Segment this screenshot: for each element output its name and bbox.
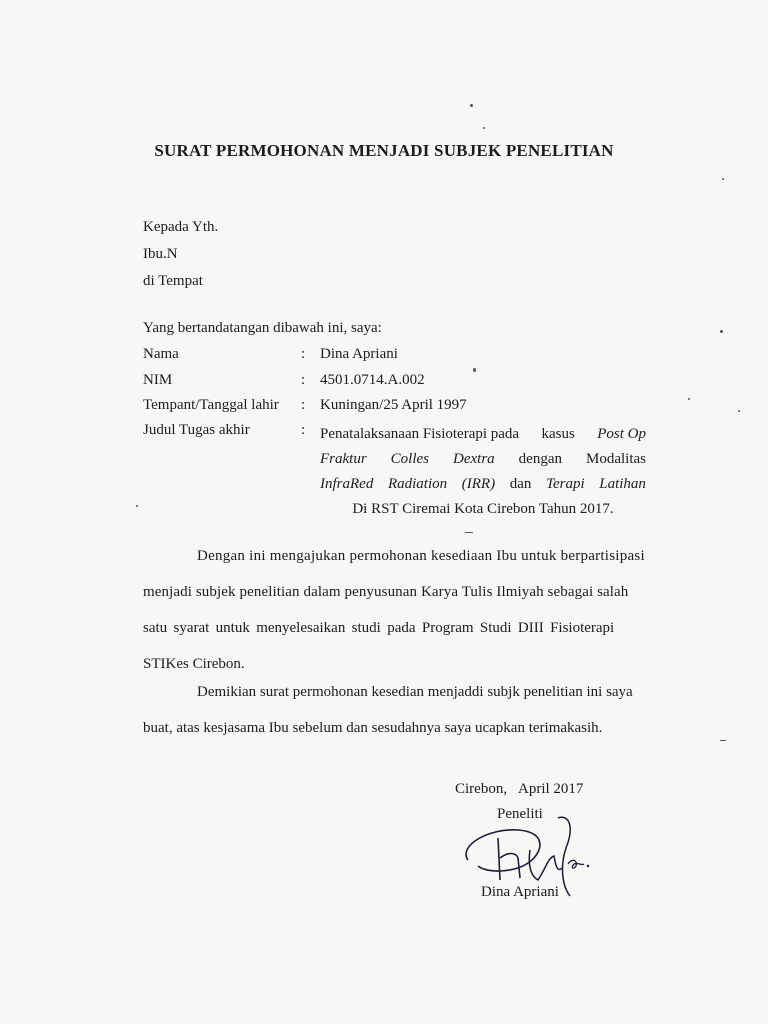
field-value-judul bbox=[320, 422, 646, 522]
paragraph-line bbox=[143, 674, 646, 710]
recipient-line-3: di Tempat bbox=[143, 273, 203, 289]
paragraph-line-text: STIKes Cirebon. bbox=[143, 656, 245, 672]
judul-word: Modalitas bbox=[586, 451, 646, 467]
field-colon: : bbox=[301, 422, 306, 438]
paragraph-2 bbox=[143, 674, 646, 746]
letter-title: SURAT PERMOHONAN MENJADI SUBJEK PENELITIAN bbox=[154, 141, 614, 160]
paragraph-line-text: Dengan ini mengajukan permohonan kesediaan Ibu untuk berpartisipasi bbox=[197, 548, 645, 564]
handwritten-signature bbox=[458, 808, 593, 898]
field-colon: : bbox=[301, 397, 306, 413]
judul-word: Post Op bbox=[597, 426, 646, 442]
field-label-nim: NIM bbox=[143, 372, 173, 388]
field-colon: : bbox=[301, 372, 306, 388]
judul-word: Dextra bbox=[453, 451, 495, 467]
paragraph-line bbox=[143, 538, 646, 574]
judul-word: Colles bbox=[390, 451, 430, 467]
scan-speck bbox=[722, 178, 724, 180]
recipient-line-2: Ibu.N bbox=[143, 246, 178, 262]
paragraph-line-text: menjadi subjek penelitian dalam penyusunan Karya Tulis Ilmiyah sebagai salah bbox=[143, 584, 629, 600]
closing-role: Peneliti bbox=[497, 806, 543, 822]
judul-word: Radiation bbox=[387, 476, 448, 492]
field-label-judul: Judul Tugas akhir bbox=[143, 422, 250, 438]
paragraph-line bbox=[143, 710, 646, 746]
judul-word: dengan bbox=[518, 451, 562, 467]
field-label-ttl: Tempant/Tanggal lahir bbox=[143, 397, 279, 413]
field-label-nama: Nama bbox=[143, 346, 179, 362]
scan-speck bbox=[136, 505, 138, 507]
scan-speck bbox=[470, 104, 473, 107]
scan-speck bbox=[688, 398, 690, 400]
judul-word: Fraktur bbox=[320, 451, 367, 467]
paragraph-line bbox=[143, 610, 646, 646]
field-value-nama: Dina Apriani bbox=[320, 346, 398, 362]
scan-speck bbox=[465, 532, 473, 533]
paragraph-line-text: Demikian surat permohonan kesedian menjaddi subjk penelitian ini saya bbox=[197, 684, 633, 700]
judul-word: Latihan bbox=[599, 476, 646, 492]
scan-speck bbox=[720, 740, 726, 741]
paragraph-line-text: buat, atas kesjasama Ibu sebelum dan sesudahnya saya ucapkan terimakasih. bbox=[143, 720, 603, 736]
scan-speck bbox=[738, 410, 740, 412]
scan-speck bbox=[473, 368, 476, 372]
closing-name: Dina Apriani bbox=[481, 884, 559, 900]
closing-date: April 2017 bbox=[518, 781, 584, 797]
judul-word: Penatalaksanaan Fisioterapi pada bbox=[320, 426, 520, 442]
scan-speck bbox=[720, 330, 723, 333]
judul-word: Terapi bbox=[545, 476, 585, 492]
judul-word: dan bbox=[509, 476, 532, 492]
judul-word: (IRR) bbox=[461, 476, 496, 492]
intro-text: Yang bertandatangan dibawah ini, saya: bbox=[143, 320, 382, 336]
judul-word: InfraRed bbox=[320, 476, 374, 492]
scan-speck bbox=[483, 127, 485, 129]
judul-word: Di RST Ciremai Kota Cirebon Tahun 2017. bbox=[352, 501, 614, 517]
paragraph-line bbox=[143, 574, 646, 610]
field-value-ttl: Kuningan/25 April 1997 bbox=[320, 397, 467, 413]
closing-city: Cirebon, bbox=[455, 781, 508, 797]
paragraph-1 bbox=[143, 538, 646, 682]
field-value-nim: 4501.0714.A.002 bbox=[320, 372, 425, 388]
recipient-line-1: Kepada Yth. bbox=[143, 219, 219, 235]
field-colon: : bbox=[301, 346, 306, 362]
judul-word: kasus bbox=[541, 426, 575, 442]
paragraph-line-text: satu syarat untuk menyelesaikan studi pada Program Studi DIII Fisioterapi bbox=[143, 620, 615, 636]
